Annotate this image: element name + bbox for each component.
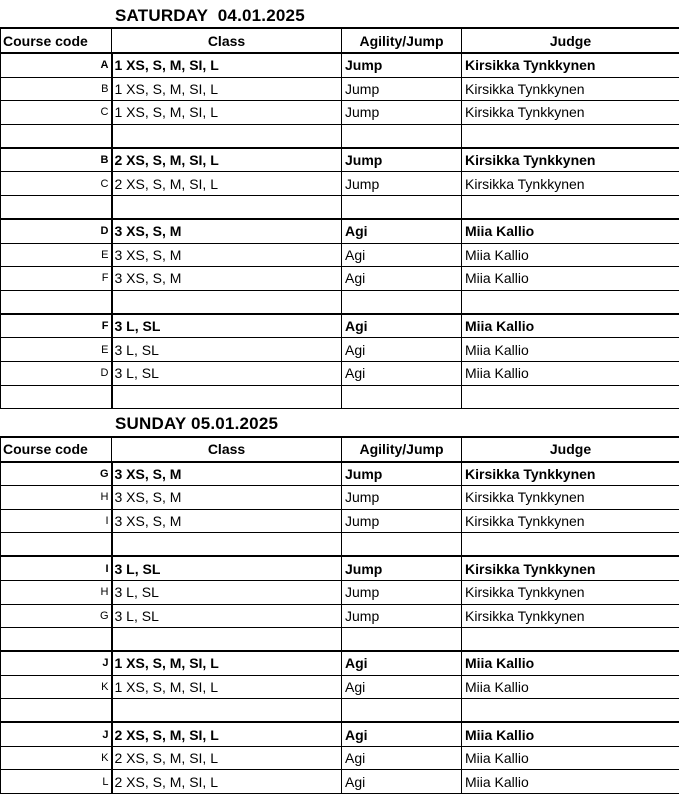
class-cell: 1 XS, S, M, SI, L (112, 77, 342, 101)
day-title: SUNDAY 05.01.2025 (115, 413, 279, 433)
agility-jump-cell (342, 124, 462, 148)
agility-jump-cell: Jump (342, 148, 462, 172)
table-row (1, 770, 679, 794)
class-cell: 3 XS, S, M (112, 219, 342, 243)
class-cell: 2 XS, S, M, SI, L (112, 148, 342, 172)
header-row (1, 437, 679, 462)
class-cell: 3 XS, S, M (112, 486, 342, 510)
course-code-cell: A (1, 53, 112, 77)
table-row (1, 101, 679, 125)
course-code-cell: H (1, 580, 112, 604)
judge-cell: Miia Kallio (462, 746, 679, 770)
course-code-cell: I (1, 509, 112, 533)
course-code-cell: K (1, 675, 112, 699)
judge-cell (462, 628, 679, 652)
course-code-cell: E (1, 338, 112, 362)
agility-jump-cell: Agi (342, 219, 462, 243)
course-code-cell: B (1, 148, 112, 172)
header-agility-jump: Agility/Jump (342, 28, 462, 53)
course-code-cell: F (1, 314, 112, 338)
agility-jump-cell: Jump (342, 172, 462, 196)
schedule-table (0, 436, 679, 795)
course-code-cell: I (1, 556, 112, 580)
judge-cell (462, 124, 679, 148)
agility-jump-cell: Jump (342, 580, 462, 604)
table-row (1, 462, 679, 486)
class-cell: 3 L, SL (112, 604, 342, 628)
class-cell: 2 XS, S, M, SI, L (112, 722, 342, 746)
judge-cell: Miia Kallio (462, 267, 679, 291)
course-code-cell: G (1, 604, 112, 628)
class-cell: 2 XS, S, M, SI, L (112, 746, 342, 770)
day-title: SATURDAY 04.01.2025 (115, 6, 305, 25)
day-title-row (0, 0, 679, 27)
agility-jump-cell: Jump (342, 77, 462, 101)
class-cell: 3 XS, S, M (112, 243, 342, 267)
blank-row (1, 628, 679, 652)
agility-jump-cell: Agi (342, 267, 462, 291)
agility-jump-cell: Jump (342, 486, 462, 510)
header-row (1, 28, 679, 53)
course-code-cell: H (1, 486, 112, 510)
judge-cell: Miia Kallio (462, 219, 679, 243)
class-cell: 2 XS, S, M, SI, L (112, 770, 342, 794)
judge-cell (462, 699, 679, 723)
agility-jump-cell: Agi (342, 314, 462, 338)
blank-row (1, 533, 679, 557)
agility-jump-cell: Jump (342, 101, 462, 125)
header-agility-jump: Agility/Jump (342, 437, 462, 462)
table-row (1, 746, 679, 770)
agility-jump-cell (342, 195, 462, 219)
schedule-table-body (1, 28, 679, 408)
header-class: Class (112, 28, 342, 53)
table-row (1, 604, 679, 628)
blank-row (1, 195, 679, 219)
judge-cell: Miia Kallio (462, 675, 679, 699)
agility-jump-cell (342, 628, 462, 652)
class-cell (112, 385, 342, 408)
judge-cell: Miia Kallio (462, 314, 679, 338)
header-course-code: Course code (1, 437, 112, 462)
agility-jump-cell (342, 699, 462, 723)
judge-cell: Miia Kallio (462, 338, 679, 362)
table-row (1, 556, 679, 580)
class-cell: 3 XS, S, M (112, 462, 342, 486)
class-cell: 3 XS, S, M (112, 267, 342, 291)
class-cell: 1 XS, S, M, SI, L (112, 651, 342, 675)
class-cell (112, 124, 342, 148)
course-code-cell (1, 385, 112, 408)
judge-cell (462, 195, 679, 219)
blank-row (1, 124, 679, 148)
agility-jump-cell: Agi (342, 746, 462, 770)
judge-cell: Kirsikka Tynkkynen (462, 101, 679, 125)
class-cell: 1 XS, S, M, SI, L (112, 101, 342, 125)
header-judge: Judge (462, 28, 679, 53)
agility-jump-cell: Agi (342, 243, 462, 267)
judge-cell: Kirsikka Tynkkynen (462, 77, 679, 101)
class-cell: 1 XS, S, M, SI, L (112, 53, 342, 77)
course-code-cell (1, 533, 112, 557)
table-row (1, 361, 679, 385)
class-cell: 1 XS, S, M, SI, L (112, 675, 342, 699)
course-code-cell: J (1, 722, 112, 746)
judge-cell: Kirsikka Tynkkynen (462, 509, 679, 533)
judge-cell: Kirsikka Tynkkynen (462, 486, 679, 510)
agility-jump-cell: Agi (342, 338, 462, 362)
agility-jump-cell: Agi (342, 651, 462, 675)
day-title-row (0, 409, 679, 436)
table-row (1, 53, 679, 77)
course-code-cell: C (1, 172, 112, 196)
judge-cell (462, 290, 679, 314)
agility-jump-cell (342, 533, 462, 557)
table-row (1, 580, 679, 604)
judge-cell: Kirsikka Tynkkynen (462, 580, 679, 604)
course-code-cell: D (1, 361, 112, 385)
judge-cell: Kirsikka Tynkkynen (462, 556, 679, 580)
agility-jump-cell: Jump (342, 556, 462, 580)
class-cell (112, 195, 342, 219)
judge-cell (462, 533, 679, 557)
schedule-table (0, 27, 679, 409)
blank-row (1, 385, 679, 408)
class-cell: 3 XS, S, M (112, 509, 342, 533)
judge-cell: Kirsikka Tynkkynen (462, 53, 679, 77)
agility-jump-cell: Jump (342, 604, 462, 628)
course-code-cell: C (1, 101, 112, 125)
table-row (1, 509, 679, 533)
agility-jump-cell: Jump (342, 53, 462, 77)
course-code-cell (1, 290, 112, 314)
table-row (1, 675, 679, 699)
judge-cell: Miia Kallio (462, 722, 679, 746)
course-code-cell (1, 699, 112, 723)
course-code-cell: B (1, 77, 112, 101)
agility-jump-cell: Jump (342, 462, 462, 486)
course-code-cell: K (1, 746, 112, 770)
class-cell: 2 XS, S, M, SI, L (112, 172, 342, 196)
course-code-cell: E (1, 243, 112, 267)
agility-jump-cell: Agi (342, 361, 462, 385)
table-row (1, 267, 679, 291)
course-code-cell: D (1, 219, 112, 243)
judge-cell: Kirsikka Tynkkynen (462, 172, 679, 196)
course-code-cell: G (1, 462, 112, 486)
table-row (1, 243, 679, 267)
table-row (1, 314, 679, 338)
class-cell: 3 L, SL (112, 556, 342, 580)
schedule-table-body (1, 437, 679, 794)
class-cell (112, 628, 342, 652)
class-cell (112, 533, 342, 557)
agility-jump-cell: Agi (342, 722, 462, 746)
table-row (1, 722, 679, 746)
table-row (1, 148, 679, 172)
judge-cell: Miia Kallio (462, 243, 679, 267)
table-row (1, 486, 679, 510)
agility-jump-cell: Agi (342, 770, 462, 794)
course-code-cell (1, 124, 112, 148)
class-cell: 3 L, SL (112, 361, 342, 385)
judge-cell: Kirsikka Tynkkynen (462, 604, 679, 628)
judge-cell (462, 385, 679, 408)
class-cell: 3 L, SL (112, 314, 342, 338)
judge-cell: Miia Kallio (462, 651, 679, 675)
course-code-cell: J (1, 651, 112, 675)
judge-cell: Kirsikka Tynkkynen (462, 462, 679, 486)
table-row (1, 77, 679, 101)
table-row (1, 219, 679, 243)
header-judge: Judge (462, 437, 679, 462)
judge-cell: Miia Kallio (462, 361, 679, 385)
class-cell: 3 L, SL (112, 580, 342, 604)
agility-jump-cell: Jump (342, 509, 462, 533)
agility-jump-cell: Agi (342, 675, 462, 699)
table-row (1, 172, 679, 196)
class-cell (112, 290, 342, 314)
course-code-cell: F (1, 267, 112, 291)
course-code-cell (1, 628, 112, 652)
table-row (1, 338, 679, 362)
judge-cell: Kirsikka Tynkkynen (462, 148, 679, 172)
header-course-code: Course code (1, 28, 112, 53)
judge-cell: Miia Kallio (462, 770, 679, 794)
day-section-sunday (0, 409, 679, 795)
agility-jump-cell (342, 290, 462, 314)
blank-row (1, 290, 679, 314)
class-cell: 3 L, SL (112, 338, 342, 362)
course-code-cell: L (1, 770, 112, 794)
class-cell (112, 699, 342, 723)
header-class: Class (112, 437, 342, 462)
agility-jump-cell (342, 385, 462, 408)
table-row (1, 651, 679, 675)
course-code-cell (1, 195, 112, 219)
blank-row (1, 699, 679, 723)
